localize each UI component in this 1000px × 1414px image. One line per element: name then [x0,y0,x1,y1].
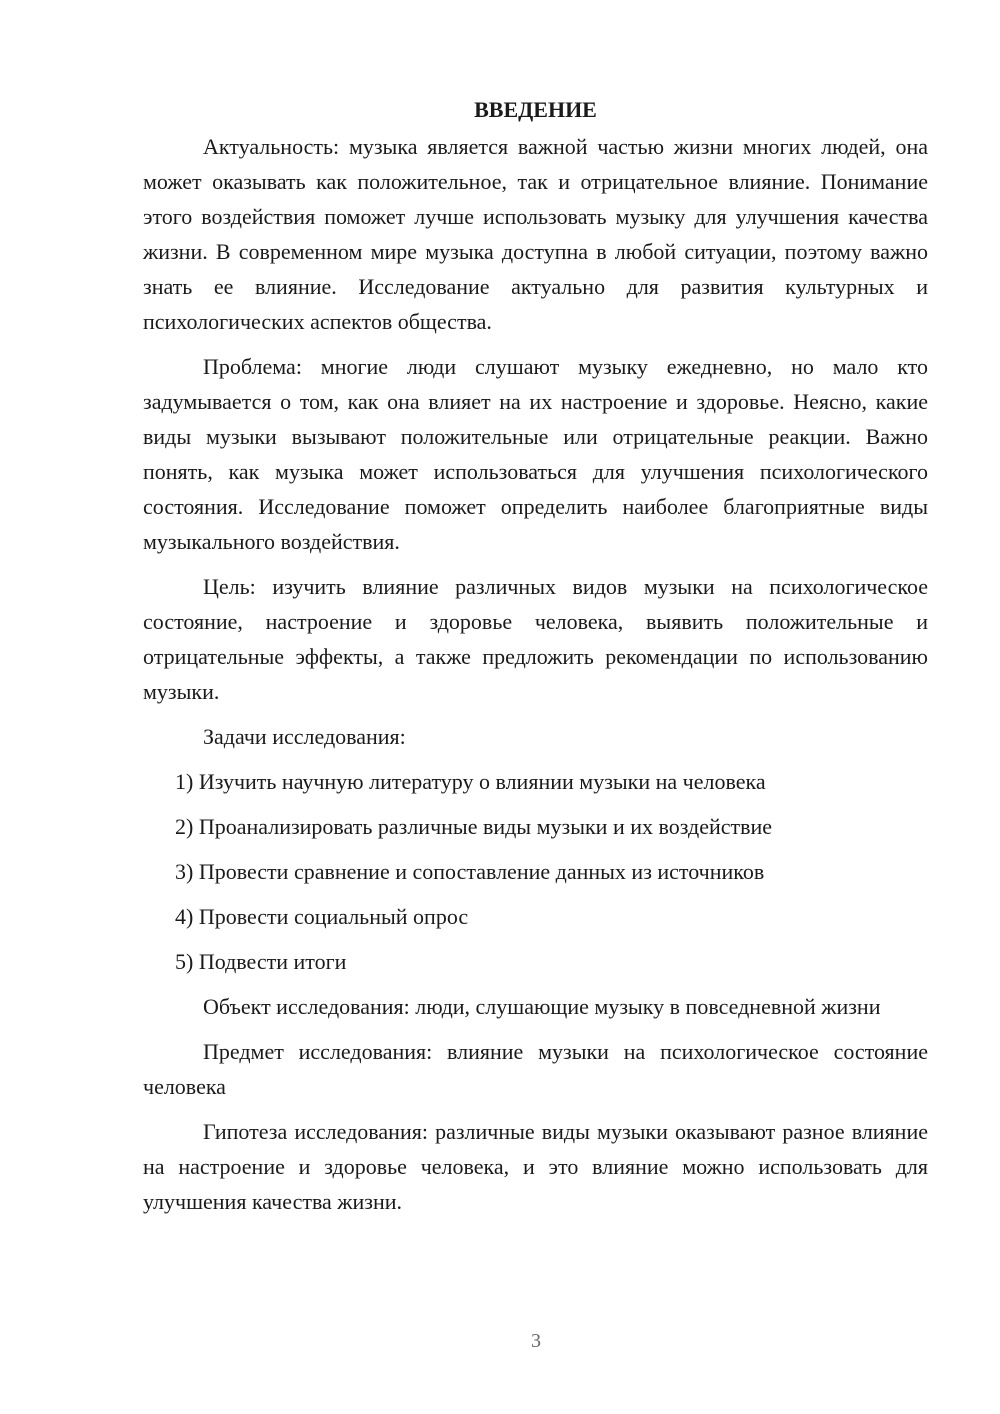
tasks-heading: Задачи исследования: [203,724,406,749]
list-item: 3) Провести сравнение и сопоставление данных из источников [175,859,765,884]
page-title: ВВЕДЕНИЕ [474,97,597,122]
subject-paragraph: Предмет исследования: влияние музыки на психологическое состояние человека [143,1039,928,1099]
object-paragraph: Объект исследования: люди, слушающие музыку в повседневной жизни [203,994,881,1019]
hypothesis-paragraph: Гипотеза исследования: различные виды музыки оказывают разное влияние на настроение и здоровье человека, и это влияние можно использовать для улучшения качества жизни. [143,1119,928,1214]
list-item: 4) Провести социальный опрос [175,904,469,929]
relevance-paragraph: Актуальность: музыка является важной частью жизни многих людей, она может оказывать как положительное, так и отрицательное влияние. Понимание этого воздействия поможет лучше использовать музыку для улучшения качества жизни. В современном мире музыка доступна в любой ситуации, поэтому важно знать ее влияние. Исследование актуально для развития культурных и психологических аспектов общества. [143,134,928,334]
list-item: 2) Проанализировать различные виды музыки и их воздействие [175,814,773,839]
list-item: 1) Изучить научную литературу о влиянии музыки на человека [175,769,766,794]
goal-paragraph: Цель: изучить влияние различных видов музыки на психологическое состояние, настроение и здоровье человека, выявить положительные и отрицательные эффекты, а также предложить рекомендации по использованию музыки. [143,574,928,704]
tasks-list [143,764,928,979]
document-page [143,92,928,1229]
problem-paragraph: Проблема: многие люди слушают музыку ежедневно, но мало кто задумывается о том, как она влияет на их настроение и здоровье. Неясно, какие виды музыки вызывают положительные или отрицательные реакции. Важно понять, как музыка может использоваться для улучшения психологического состояния. Исследование поможет определить наиболее благоприятные виды музыкального воздействия. [143,354,928,554]
page-number: 3 [531,1330,541,1352]
list-item: 5) Подвести итоги [175,949,347,974]
